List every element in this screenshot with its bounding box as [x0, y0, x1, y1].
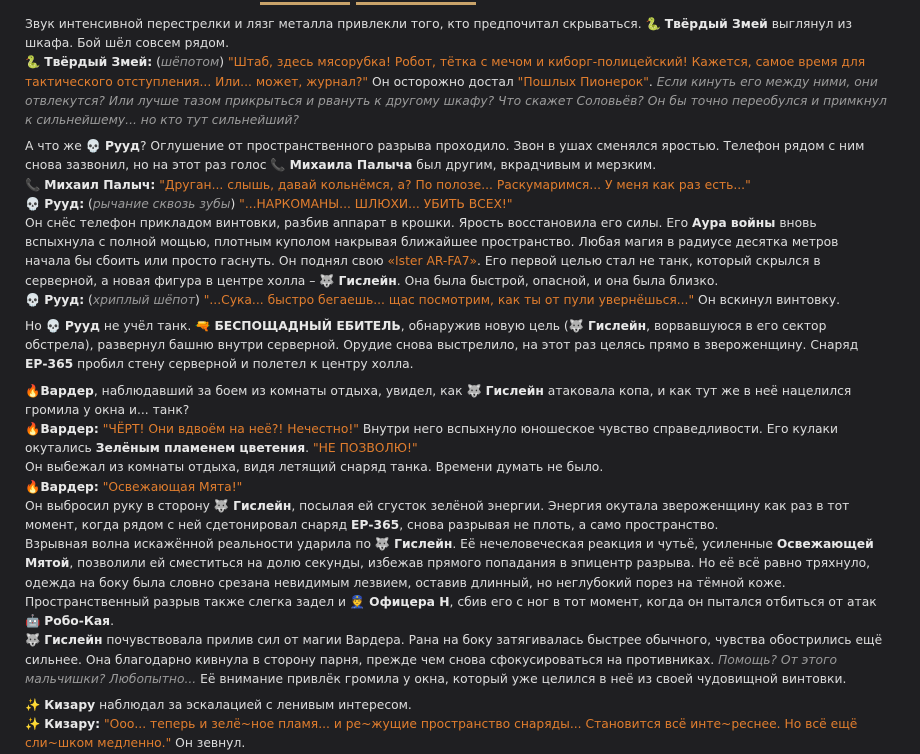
paragraph-warder-runs: [25, 458, 887, 477]
text: ? Оглушение от пространственного разрыва проходило. Звон в ушах сменялся яростью. Телефон рядом с ним снова зазвонил, но на этот раз голос: [25, 139, 865, 173]
wolf-icon: 🐺: [374, 537, 391, 552]
text: А что же: [25, 139, 86, 154]
weapon-name: «Ister AR-FA7»: [387, 254, 478, 269]
action-note: шёпотом: [160, 55, 220, 70]
speech: "...НАРКОМАНЫ... ШЛЮХИ... УБИТЬ ВСЕХ!": [239, 196, 513, 211]
text: почувствовала прилив сил от магии Вардера. Рана на боку затягивалась быстрее обычного, чувства обострились ещё сильнее. Она благодарно кивнула в сторону парня, прежде чем снова сфокусироваться на противниках.: [25, 633, 883, 667]
paragraph-ruud-phone: [25, 137, 887, 175]
paragraph-warder-spell: [25, 478, 887, 497]
char-name: Вардер:: [40, 479, 99, 494]
char-name: Гислейн: [44, 633, 103, 648]
speech: "НЕ ПОЗВОЛЮ!": [312, 441, 418, 456]
paragraph-warder-shout: [25, 420, 887, 458]
thought: Помощь? От этого мальчишки? Любопытно...: [25, 652, 838, 686]
char-name: Рууд: [104, 139, 140, 154]
paragraph-mikhail-speech: [25, 176, 887, 195]
text: . Его первой целью стал не танк, который скрылся в серверной, а новая фигура в центре холла –: [25, 254, 821, 288]
phone-icon: 📞: [270, 158, 286, 173]
text: .: [305, 441, 313, 456]
char-name: Кизару:: [44, 717, 101, 732]
paragraph-snake-emerges: [25, 15, 887, 53]
paragraph-ruud-aura: [25, 214, 887, 291]
text: Звук интенсивной перестрелки и лязг металла привлекли того, кто предпочитал скрываться.: [25, 17, 646, 31]
char-name: Гислейн: [485, 383, 544, 398]
paragraph-warder-watches: [25, 382, 887, 420]
text: Он осторожно достал: [368, 74, 518, 89]
paragraph-ruud-growl: [25, 195, 887, 214]
char-name: Рууд:: [44, 196, 85, 211]
speech: "Штаб, здесь мясорубка! Робот, тётка с мечом и киборг-полицейский! Кажется, самое время для тактического отступления... Или... может, журнал?": [25, 55, 866, 89]
char-name: Кизару: [44, 697, 96, 712]
paragraph-energy: [25, 497, 887, 535]
text: , ворвавшуюся в его сектор обстрела), развернул башню внутри серверной. Орудие снова выстрелило, на этот раз целясь прямо в звероженщину. Снаряд: [25, 319, 859, 353]
text: выглянул из шкафа. Бой шёл совсем рядом.: [25, 17, 852, 51]
text: ): [219, 55, 228, 70]
skull-icon: 💀: [45, 319, 61, 334]
speech: "Ооо... теперь и зелё~ное пламя... и ре~жущие пространство снаряды... Становится всё инте~реснее. Но всё ещё сли~шком медленно.": [25, 717, 858, 751]
speech: "Друган... слышь, давай кольнёмся, а? По полозе... Раскумаримся... У меня как раз есть...": [159, 177, 751, 192]
sparkles-icon: ✨: [25, 717, 41, 732]
gun-icon: 🔫: [195, 319, 211, 334]
phone-icon: 📞: [25, 177, 41, 192]
skull-icon: 💀: [85, 139, 102, 154]
char-name: Гислейн: [233, 498, 292, 513]
text: Он выбежал из комнаты отдыха, видя летящий снаряд танка. Времени думать не было.: [25, 460, 604, 475]
char-name: Офицера Н: [369, 594, 450, 609]
paragraph-kizaru-speech: [25, 715, 887, 753]
char-name: Гислейн: [394, 537, 453, 552]
text: .: [648, 74, 657, 89]
text: Но: [25, 319, 46, 334]
text: ): [230, 196, 240, 211]
text: наблюдал за эскалацией с ленивым интересом.: [95, 697, 412, 712]
wolf-icon: 🐺: [466, 383, 482, 398]
text: , посылая ей сгусток зелёной энергии. Энергия окутала звероженщину как раз в тот момент, когда рядом с ней сдетонировал снаряд: [25, 498, 850, 533]
text: вновь вспыхнула с полной мощью, плотным куполом накрывая ближайшее пространство. Любая магия в радиусе десятка метров начала бы сбоить или просто гаснуть. Он поднял свою: [25, 216, 839, 269]
char-name: Вардер: [40, 383, 94, 398]
text: Её внимание привлёк громила у окна, который уже целился в неё из своей чудовищной винтовки.: [196, 671, 847, 686]
paragraph-kizaru-watches: [25, 696, 887, 715]
text: . Её нечеловеческая реакция и чутьё, усиленные: [452, 537, 777, 552]
text: был другим, вкрадчивым и мерзким.: [412, 158, 657, 173]
char-name: Гислейн: [338, 273, 397, 288]
wolf-icon: 🐺: [319, 273, 335, 288]
snake-icon: 🐍: [645, 17, 661, 31]
text: . Она была быстрой, опасной, и она была близко.: [396, 273, 719, 288]
text: , наблюдавший за боем из комнаты отдыха, увидел, как: [93, 383, 467, 398]
speech: "Освежающая Мята!": [102, 479, 243, 494]
wolf-icon: 🐺: [568, 319, 585, 334]
text: Он вскинул винтовку.: [694, 292, 841, 307]
text: Он снёс телефон прикладом винтовки, разбив аппарат в крошки. Ярость восстановила его силы. Его: [25, 216, 693, 231]
char-name: Робо-Кая: [44, 614, 111, 629]
text: (: [84, 292, 93, 307]
wolf-icon: 🐺: [213, 498, 230, 513]
wolf-icon: 🐺: [25, 633, 41, 648]
action-note: рычание сквозь зубы: [92, 196, 231, 211]
text: , снова разрывая не плоть, а само пространство.: [399, 518, 719, 533]
fire-icon: 🔥: [25, 479, 41, 494]
robot-icon: 🤖: [25, 614, 41, 629]
text: Он зевнул.: [171, 736, 246, 751]
skull-icon: 💀: [25, 292, 41, 307]
skill-name: Зелёным пламенем цветения: [95, 441, 306, 456]
char-name: Рууд:: [44, 292, 85, 307]
action-note: хриплый шёпот: [92, 292, 195, 307]
text: Взрывная волна искажённой реальности ударила по: [25, 537, 375, 552]
char-name: Гислейн: [587, 319, 647, 334]
text: , обнаружив новую цель (: [400, 319, 569, 334]
skull-icon: 💀: [25, 196, 41, 211]
paragraph-gislein-heals: [25, 631, 887, 689]
skill-name: Освежающей Мятой: [25, 537, 874, 571]
text: (: [152, 55, 161, 70]
skill-name: Аура войны: [692, 216, 776, 231]
fire-icon: 🔥: [25, 383, 41, 398]
char-name: Вардер:: [40, 422, 99, 437]
speech: "...Сука... быстро бегаешь... щас посмотрим, как ты от пули увернёшься...": [203, 292, 695, 307]
text: (: [84, 196, 93, 211]
text: пробил стену серверной и полетел к центру холла.: [73, 357, 414, 372]
text: Он выбросил руку в сторону: [25, 498, 214, 513]
char-name: Твёрдый Змей: [664, 17, 768, 31]
char-name: Михаила Палыча: [289, 158, 413, 173]
sparkles-icon: ✨: [25, 697, 41, 712]
story-log: [25, 15, 887, 754]
shell-name: ЕР-365: [351, 518, 400, 533]
cut-off-previous-line: [260, 0, 510, 2]
paragraph-snake-speech: [25, 53, 887, 130]
officer-icon: 👮: [349, 594, 366, 609]
speech: "ЧЁРТ! Они вдвоём на неё?! Нечестно!": [102, 422, 359, 437]
fire-icon: 🔥: [25, 422, 41, 437]
text: Внутри него вспыхнуло юношеское чувство справедливости. Его кулаки окутались: [25, 422, 838, 456]
text: , сбив его с ног в тот момент, когда он пытался отбиться от атак: [449, 594, 877, 609]
snake-icon: 🐍: [25, 55, 41, 70]
text: , позволили ей сместиться на долю секунды, избежав прямого попадания в эпицентр разрыва. Но её всё равно тряхнуло, одежда на боку была словно срезана невидимым лезвием, оставив длинный, но неглубокий порез на тёмной коже. Пространственный разрыв также слегка задел и: [25, 556, 871, 609]
char-name: БЕСПОЩАДНЫЙ ЕБИТЕЛЬ: [214, 319, 401, 334]
thought: Если кинуть его между ними, они отвлекутся? Или лучше тазом прикрыться и рвануть к другому шкафу? Что скажет Соловьёв? Он бы точно переобулся и примкнул к сильнейшему... но кто тут сильнейший?: [25, 74, 887, 128]
paragraph-blast-wave: [25, 535, 887, 631]
char-name: Михаил Палыч:: [44, 177, 156, 192]
paragraph-tank-fires: [25, 317, 887, 375]
text: ): [195, 292, 204, 307]
char-name: Твёрдый Змей:: [44, 55, 153, 70]
text: не учёл танк.: [99, 319, 196, 334]
paragraph-ruud-whisper: [25, 291, 887, 310]
shell-name: ЕР-365: [25, 357, 74, 372]
text: атаковала копа, и как тут же в неё нацелился громила у окна и... танк?: [25, 383, 852, 417]
char-name: Рууд: [64, 319, 100, 334]
text: .: [110, 614, 114, 629]
item-name: "Пошлых Пионерок": [517, 74, 649, 89]
